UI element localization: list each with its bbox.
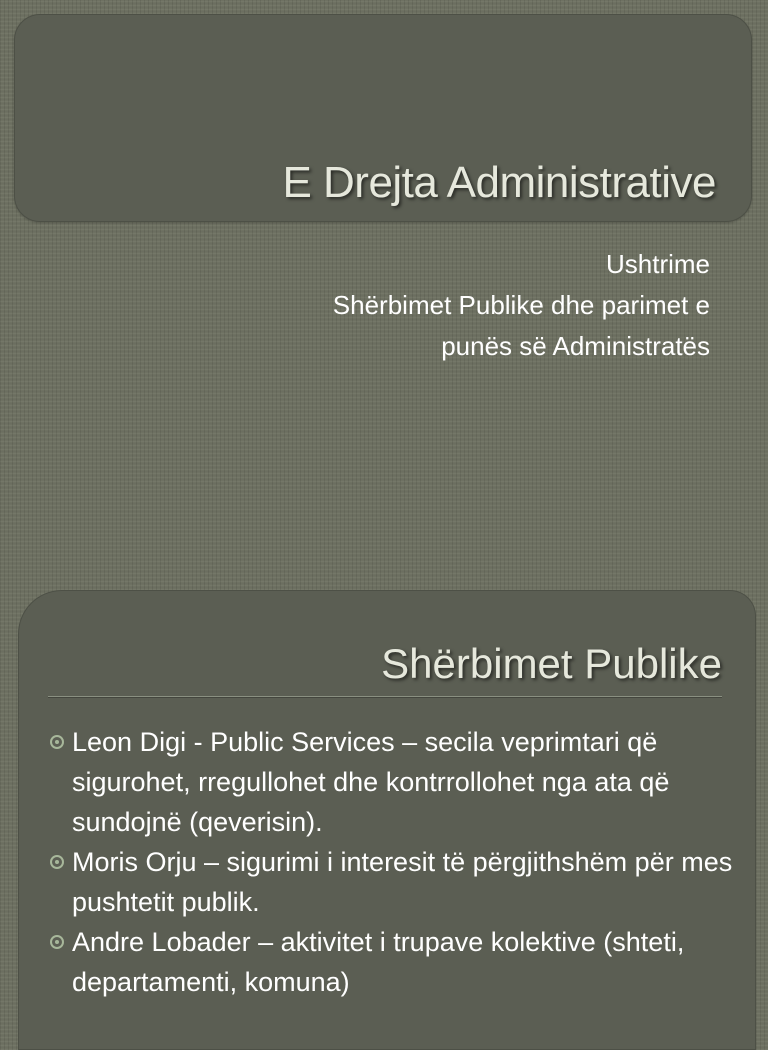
bullet-text: Leon Digi - Public Services – secila veprimtari që sigurohet, rregullohet dhe kontrrollohet nga ata që sundojnë (qeverisin). bbox=[72, 727, 670, 837]
bullet-item bbox=[48, 842, 738, 922]
bullet-item bbox=[48, 722, 738, 842]
title-divider bbox=[48, 696, 722, 697]
subtitle-line-2: Shërbimet Publike dhe parimet e bbox=[332, 290, 710, 320]
subtitle-line-3: punës së Administratës bbox=[441, 331, 710, 361]
circle-dot-icon bbox=[50, 935, 64, 949]
bullet-text: Andre Lobader – aktivitet i trupave kolektive (shteti, departamenti, komuna) bbox=[72, 927, 685, 997]
circle-dot-icon bbox=[50, 855, 64, 869]
bullet-item bbox=[48, 922, 738, 1002]
circle-dot-icon bbox=[50, 735, 64, 749]
bullet-list bbox=[48, 722, 738, 1002]
slide-2-title: Shërbimet Publike bbox=[381, 640, 722, 687]
slide-title: E Drejta Administrative bbox=[282, 158, 716, 207]
slide-2 bbox=[0, 586, 768, 1024]
bullet-text: Moris Orju – sigurimi i interesit të përgjithshëm për mes pushtetit publik. bbox=[72, 847, 733, 917]
slide-subtitle bbox=[90, 244, 710, 367]
subtitle-line-1: Ushtrime bbox=[605, 249, 710, 279]
